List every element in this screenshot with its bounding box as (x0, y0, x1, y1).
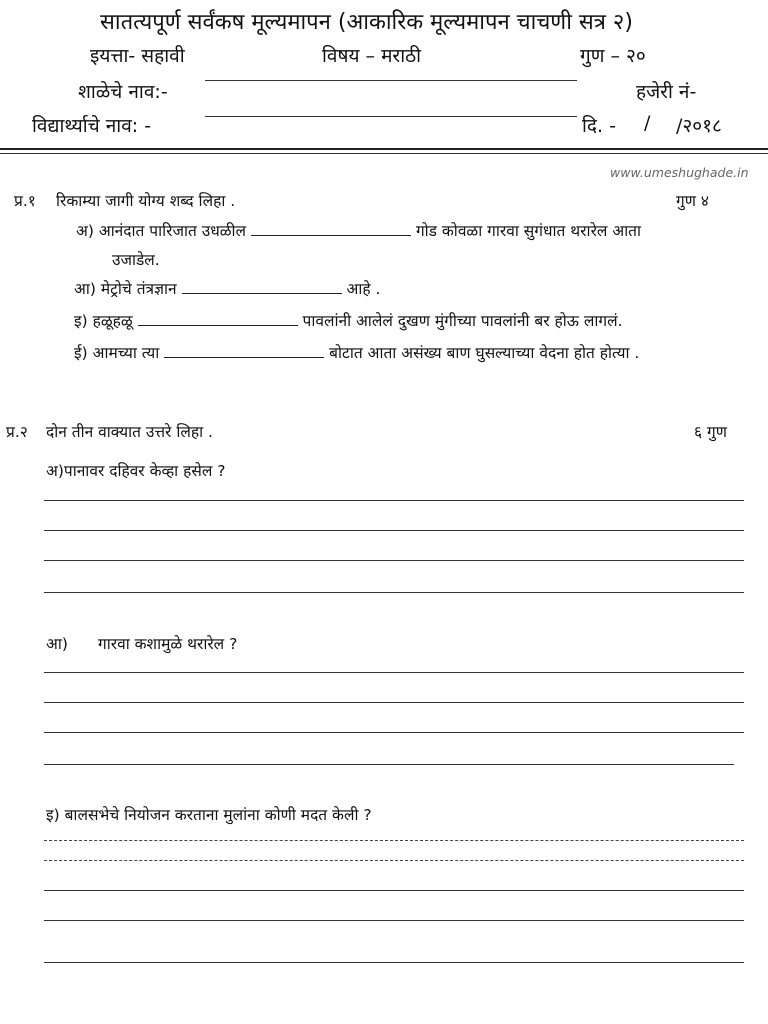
fill-blank[interactable] (164, 356, 324, 358)
answer-line[interactable] (44, 962, 744, 963)
item-text-after: पावलांनी आलेलं दुखण मुंगीच्या पावलांनी बर होऊ लागलं. (302, 312, 623, 330)
answer-line[interactable] (44, 592, 744, 593)
fill-blank[interactable] (138, 324, 298, 326)
item-text-before: हळूहळू (92, 312, 133, 330)
answer-line[interactable] (44, 560, 744, 561)
q1-item-a-continued: उजाडेल. (112, 251, 160, 269)
q1-item-d (74, 341, 639, 363)
item-text-after: गोड कोवळा गारवा सुगंधात थरारेल आता (415, 222, 642, 240)
q2-subquestion-b: गारवा कशामुळे थरारेल ? (98, 635, 238, 653)
date-label: दि. - (582, 115, 616, 137)
q2-marks: ६ गुण (694, 423, 727, 441)
answer-line[interactable] (44, 764, 734, 765)
item-label: इ) (74, 312, 88, 330)
class-label: इयत्ता- सहावी (90, 45, 185, 67)
item-text-after: आहे . (346, 280, 381, 298)
roll-number-label: हजेरी नं- (636, 81, 697, 103)
subject-label: विषय – मराठी (322, 45, 422, 67)
school-name-field (205, 80, 577, 81)
answer-line[interactable] (44, 500, 744, 501)
date-separator: / (644, 112, 651, 134)
answer-line[interactable] (44, 702, 744, 703)
answer-line[interactable] (44, 920, 744, 921)
q2-subquestion-a: अ)पानावर दहिवर केव्हा हसेल ? (46, 462, 226, 480)
answer-line[interactable] (44, 840, 744, 841)
item-label: अ) (76, 222, 94, 240)
item-text-before: मेट्रोचे तंत्रज्ञान (100, 280, 177, 298)
school-name-label: शाळेचे नाव:- (78, 81, 168, 103)
student-name-field (205, 116, 577, 117)
fill-blank[interactable] (251, 234, 411, 236)
q1-item-b (74, 277, 380, 299)
q1-item-a (76, 219, 641, 241)
q1-number: प्र.१ (14, 192, 36, 210)
date-year: /२०१८ (676, 115, 722, 137)
answer-line[interactable] (44, 890, 744, 891)
answer-line[interactable] (44, 860, 744, 861)
student-name-label: विद्यार्थ्याचे नाव: - (32, 115, 152, 137)
q2-subquestion-c: इ) बालसभेचे नियोजन करताना मुलांना कोणी मदत केली ? (46, 806, 372, 824)
q1-marks: गुण ४ (676, 192, 709, 210)
item-label: आ) (74, 280, 96, 298)
watermark: www.umeshughade.in (610, 165, 749, 180)
item-text-before: आमच्या त्या (92, 344, 160, 362)
fill-blank[interactable] (182, 292, 342, 294)
item-text-before: आनंदात पारिजात उधळील (98, 222, 247, 240)
item-label: ई) (74, 344, 88, 362)
q2-number: प्र.२ (6, 423, 28, 441)
header-divider (0, 148, 768, 150)
answer-line[interactable] (44, 732, 744, 733)
marks-label: गुण – २० (580, 45, 646, 67)
answer-line[interactable] (44, 530, 744, 531)
item-text-after: बोटात आता असंख्य बाण घुसल्याच्या वेदना होत होत्या . (329, 344, 640, 362)
answer-line[interactable] (44, 672, 744, 673)
q2-subquestion-b-label: आ) (46, 635, 68, 653)
q2-text: दोन तीन वाक्यात उत्तरे लिहा . (46, 423, 213, 441)
q1-item-c (74, 309, 623, 331)
page-title: सातत्यपूर्ण सर्वंकष मूल्यमापन (आकारिक मूल्यमापन चाचणी सत्र २) (100, 10, 633, 35)
q1-text: रिकाम्या जागी योग्य शब्द लिहा . (56, 192, 236, 210)
header-divider-thin (0, 153, 768, 154)
